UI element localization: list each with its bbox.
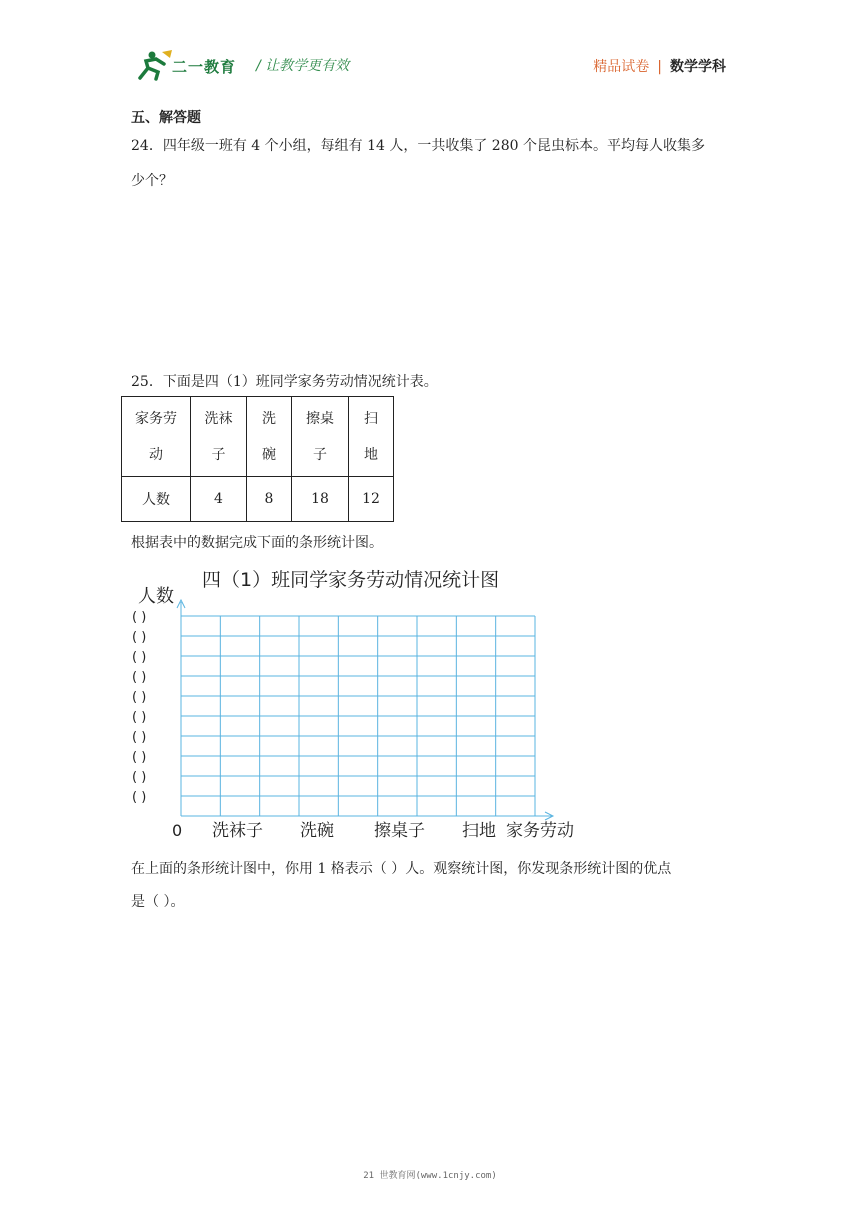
y-tick-label: ( ) xyxy=(132,630,147,645)
bar-chart xyxy=(120,560,600,850)
y-tick-label: ( ) xyxy=(132,690,147,705)
header-cell: 家务劳 动 xyxy=(122,397,191,477)
origin-label: 0 xyxy=(172,821,183,840)
y-tick-label: ( ) xyxy=(132,750,147,765)
y-axis-label: 人数 xyxy=(138,586,174,607)
table-cell: 12 xyxy=(349,477,394,522)
table-cell: 8 xyxy=(247,477,292,522)
q24-line2: 少个？ xyxy=(131,173,173,189)
y-tick-label: ( ) xyxy=(132,730,147,745)
footer: 21 世教育网(www.1cnjy.com) xyxy=(363,1171,497,1181)
chart-title: 四（1）班同学家务劳动情况统计图 xyxy=(202,569,500,591)
tag-subject: 数学学科 xyxy=(670,59,726,75)
section-title: 五、解答题 xyxy=(131,110,201,126)
logo-text: 二一教育 xyxy=(172,58,237,76)
q25-intro: 25．下面是四（1）班同学家务劳动情况统计表。 xyxy=(131,374,438,390)
table-row xyxy=(122,477,394,522)
q24-line1: 24．四年级一班有 4 个小组，每组有 14 人，一共收集了 280 个昆虫标本。平均每人收集多 xyxy=(131,138,705,154)
logo xyxy=(134,48,242,82)
y-tick-label: ( ) xyxy=(132,610,147,625)
x-tick-label: 洗袜子 xyxy=(212,821,263,841)
x-axis-label: 家务劳动 xyxy=(506,821,574,841)
column-header: 洗袜 子 xyxy=(191,397,247,477)
y-tick-label: ( ) xyxy=(132,710,147,725)
y-tick-label: ( ) xyxy=(132,770,147,785)
header-divider: | xyxy=(657,59,662,75)
column-header: 擦桌 子 xyxy=(292,397,349,477)
x-tick-label: 擦桌子 xyxy=(374,821,425,841)
table-row xyxy=(122,397,394,477)
y-tick-label: ( ) xyxy=(132,650,147,665)
x-tick-label: 洗碗 xyxy=(300,821,334,841)
tag-exam: 精品试卷 xyxy=(593,59,650,75)
header-tags xyxy=(593,56,726,76)
column-header: 扫 地 xyxy=(349,397,394,477)
q25-after-line1: 在上面的条形统计图中，你用 1 格表示（ ）人。观察统计图，你发现条形统计图的优点 xyxy=(131,861,672,877)
x-tick-label: 扫地 xyxy=(462,821,496,841)
runner-logo-icon xyxy=(134,48,174,82)
table-cell: 4 xyxy=(191,477,247,522)
y-tick-label: ( ) xyxy=(132,790,147,805)
q25-after-line2: 是（ ）。 xyxy=(131,894,185,910)
table-cell: 18 xyxy=(292,477,349,522)
y-tick-label: ( ) xyxy=(132,670,147,685)
bar-chart-svg xyxy=(120,560,600,850)
labor-stats-table xyxy=(121,396,394,522)
q25-instruction: 根据表中的数据完成下面的条形统计图。 xyxy=(131,535,383,551)
page-header xyxy=(134,48,726,82)
column-header: 洗 碗 xyxy=(247,397,292,477)
slogan: / 让教学更有效 xyxy=(256,58,350,74)
row-label: 人数 xyxy=(122,477,191,522)
